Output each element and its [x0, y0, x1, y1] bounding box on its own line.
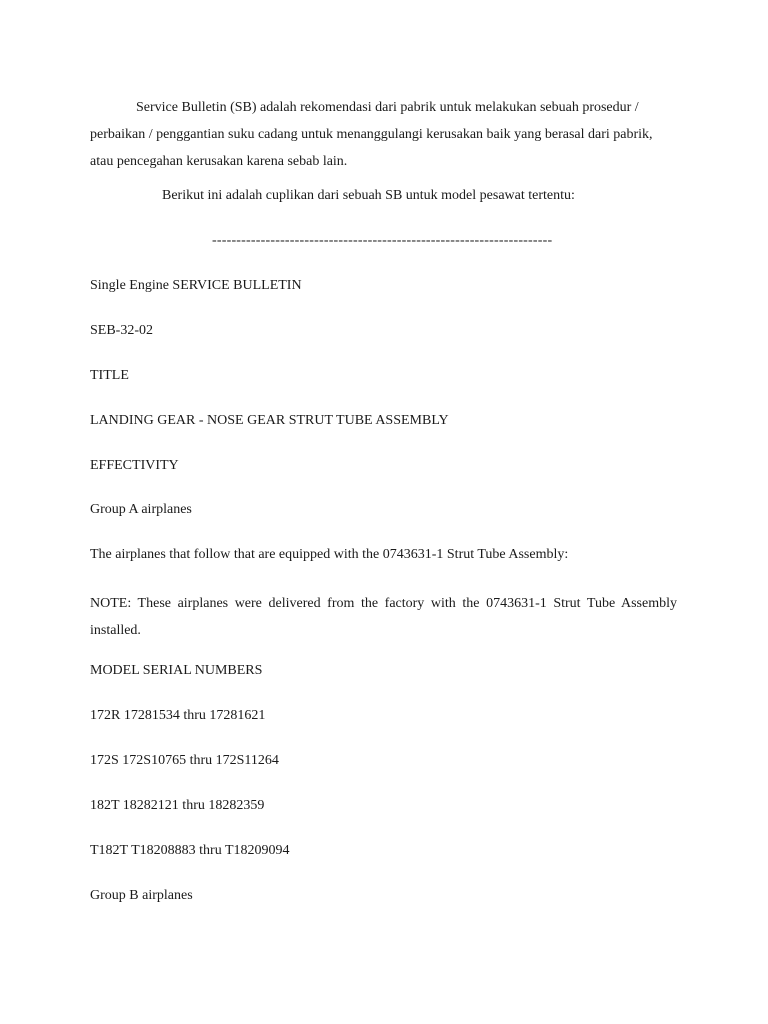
title-label: TITLE: [90, 368, 129, 383]
group-b-label: Group B airplanes: [90, 888, 193, 903]
bulletin-number: SEB-32-02: [90, 323, 153, 338]
serial-row-t182t: T182T T18208883 thru T18209094: [90, 843, 290, 858]
serial-row-172s: 172S 172S10765 thru 172S11264: [90, 753, 279, 768]
group-a-label: Group A airplanes: [90, 502, 192, 517]
effectivity-label: EFFECTIVITY: [90, 458, 179, 473]
separator-line: ----------------------------------------------------------------------: [212, 233, 553, 248]
serial-row-182t: 182T 18282121 thru 18282359: [90, 798, 265, 813]
group-a-description: The airplanes that follow that are equipped with the 0743631-1 Strut Tube Assembly:: [90, 547, 569, 562]
intro-paragraph: Service Bulletin (SB) adalah rekomendasi dari pabrik untuk melakukan sebuah prosedur / perbaikan / penggantian suku cadang untuk menanggulangi kerusakan baik yang berasal dari pabrik, atau pencegahan kerusakan karena sebab lain.: [90, 100, 653, 169]
bulletin-title: LANDING GEAR - NOSE GEAR STRUT TUBE ASSEMBLY: [90, 413, 449, 428]
excerpt-intro-line: Berikut ini adalah cuplikan dari sebuah SB untuk model pesawat tertentu:: [162, 188, 575, 203]
bulletin-heading: Single Engine SERVICE BULLETIN: [90, 278, 302, 293]
note-paragraph: NOTE: These airplanes were delivered from the factory with the 0743631-1 Strut Tube Assembly installed.: [90, 596, 677, 638]
serial-row-172r: 172R 17281534 thru 17281621: [90, 708, 266, 723]
serial-numbers-heading: MODEL SERIAL NUMBERS: [90, 663, 263, 678]
